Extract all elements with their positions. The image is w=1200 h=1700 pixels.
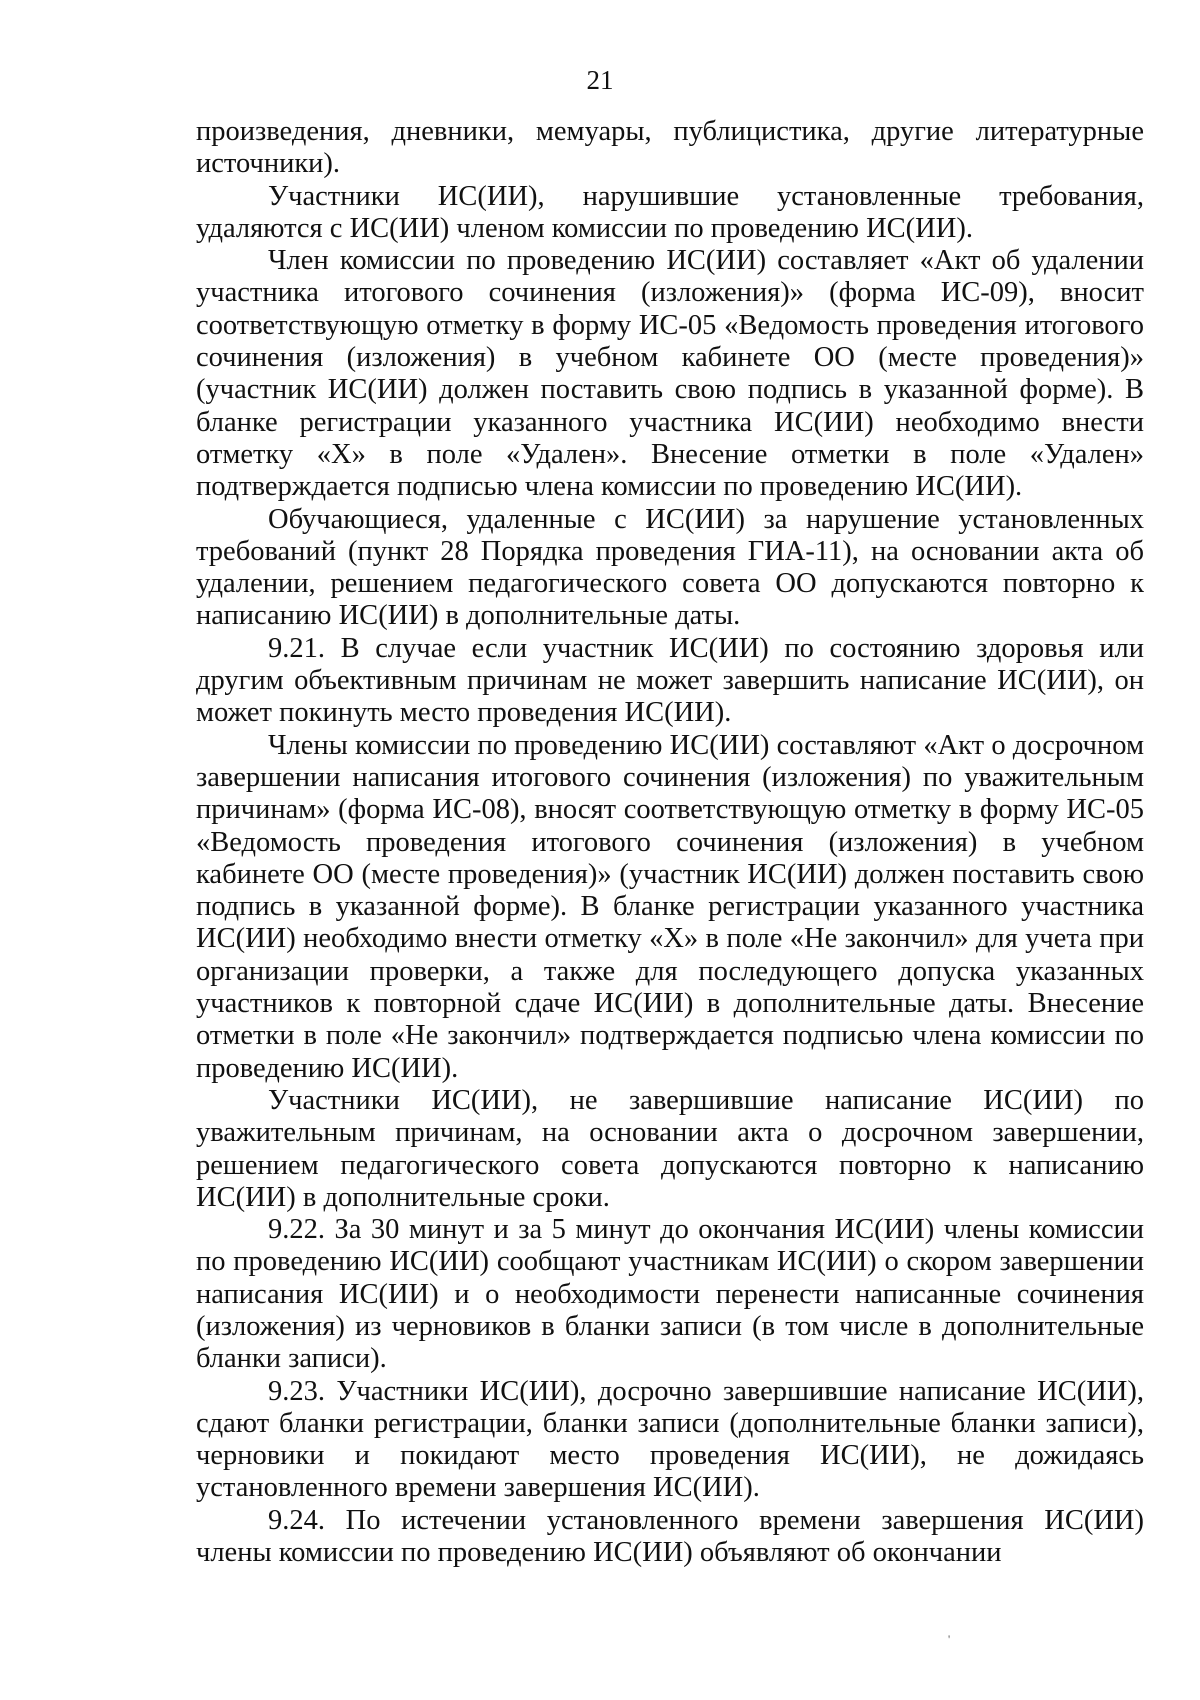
stray-scan-mark: ' (948, 1632, 951, 1646)
paragraph-removal-act: Член комиссии по проведению ИС(ИИ) составляет «Акт об удалении участника итогового сочинения (изложения)» (форма ИС-09), вносит соответствующую отметку в форму ИС-05 «Ведомость проведения итогового сочинения (изложения) в учебном кабинете ОО (месте проведения)» (участник ИС(ИИ) должен поставить свою подпись в указанной форме). В бланке регистрации указанного участника ИС(ИИ) необходимо внести отметку «Х» в поле «Удален». Внесение отметки в поле «Удален» подтверждается подписью члена комиссии по проведению ИС(ИИ). (196, 245, 1144, 503)
paragraph-clause-9-21: 9.21. В случае если участник ИС(ИИ) по состоянию здоровья или другим объективным причинам не может завершить написание ИС(ИИ), он может покинуть место проведения ИС(ИИ). (196, 632, 1144, 729)
paragraph-clause-9-24: 9.24. По истечении установленного времени завершения ИС(ИИ) члены комиссии по проведению ИС(ИИ) объявляют об окончании (196, 1504, 1144, 1569)
paragraph-clause-9-22: 9.22. За 30 минут и за 5 минут до окончания ИС(ИИ) члены комиссии по проведению ИС(ИИ) сообщают участникам ИС(ИИ) о скором завершении написания ИС(ИИ) и о необходимости перенести написанные сочинения (изложения) из черновиков в бланки записи (в том числе в дополнительные бланки записи). (196, 1214, 1144, 1375)
document-body (196, 116, 1144, 1569)
paragraph-participants-not-finished: Участники ИС(ИИ), не завершившие написание ИС(ИИ) по уважительным причинам, на основании акта о досрочном завершении, решением педагогического совета допускаются повторно к написанию ИС(ИИ) в дополнительные сроки. (196, 1084, 1144, 1213)
paragraph-clause-9-23: 9.23. Участники ИС(ИИ), досрочно завершившие написание ИС(ИИ), сдают бланки регистрации, бланки записи (дополнительные бланки записи), черновики и покидают место проведения ИС(ИИ), не дожидаясь установленного времени завершения ИС(ИИ). (196, 1375, 1144, 1504)
page-number: 21 (586, 65, 614, 95)
paragraph-early-completion-act: Члены комиссии по проведению ИС(ИИ) составляют «Акт о досрочном завершении написания итогового сочинения (изложения) по уважительным причинам» (форма ИС-08), вносят соответствующую отметку в форму ИС-05 «Ведомость проведения итогового сочинения (изложения) в учебном кабинете ОО (месте проведения)» (участник ИС(ИИ) должен поставить свою подпись в указанной форме). В бланке регистрации указанного участника ИС(ИИ) необходимо внести отметку «Х» в поле «Не закончил» для учета при организации проверки, а также для последующего допуска указанных участников к повторной сдаче ИС(ИИ) в дополнительные даты. Внесение отметки в поле «Не закончил» подтверждается подписью члена комиссии по проведению ИС(ИИ). (196, 729, 1144, 1084)
paragraph-students-removed: Обучающиеся, удаленные с ИС(ИИ) за нарушение установленных требований (пункт 28 Порядка проведения ГИА-11), на основании акта об удалении, решением педагогического совета ОО допускаются повторно к написанию ИС(ИИ) в дополнительные даты. (196, 503, 1144, 632)
paragraph-participants-removed: Участники ИС(ИИ), нарушившие установленные требования, удаляются с ИС(ИИ) членом комиссии по проведению ИС(ИИ). (196, 180, 1144, 244)
paragraph-continuation: произведения, дневники, мемуары, публицистика, другие литературные источники). (196, 116, 1144, 180)
